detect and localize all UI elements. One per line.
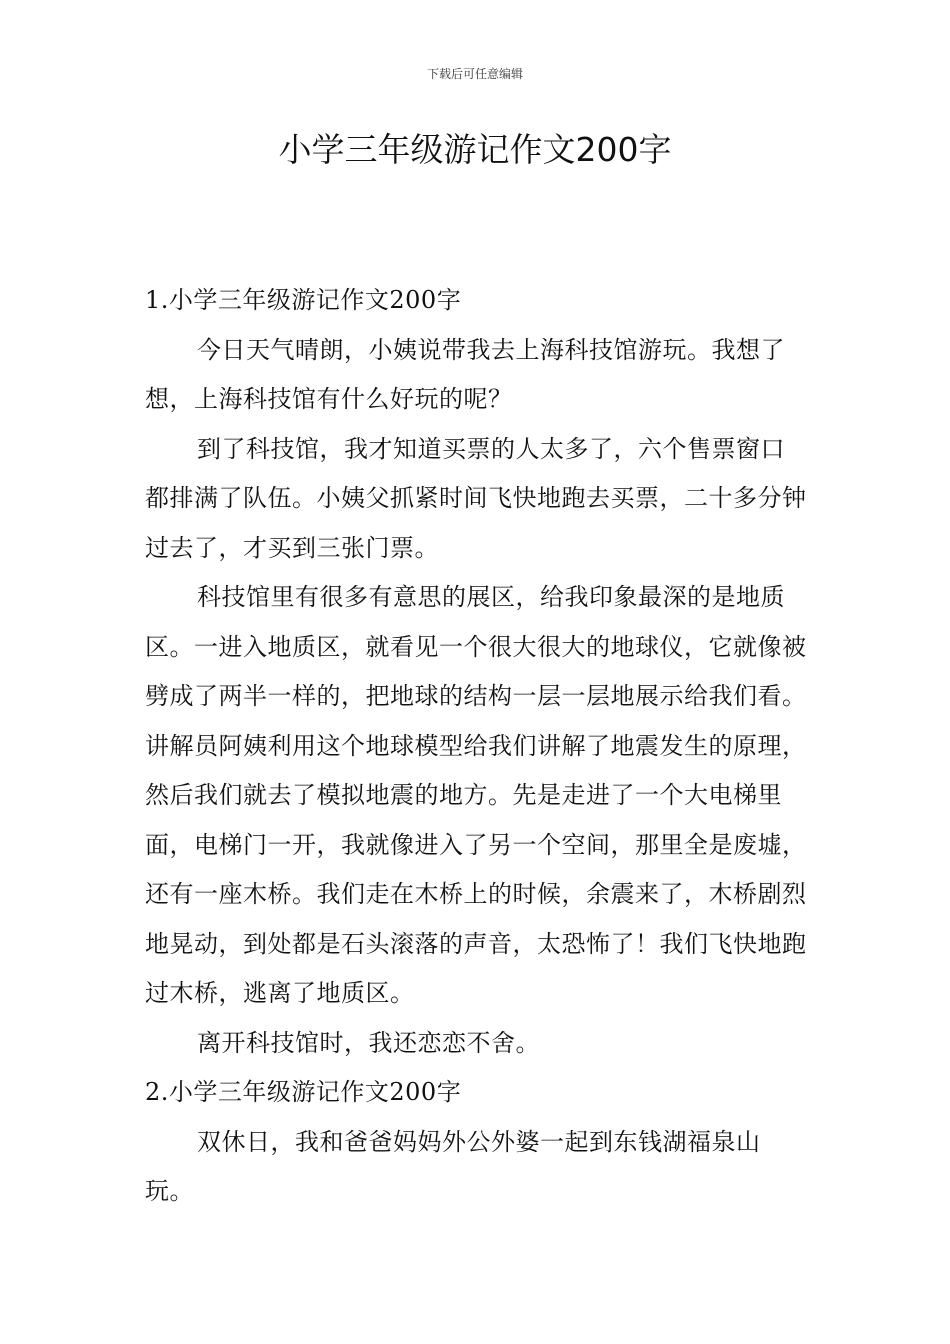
paragraph: 离开科技馆时，我还恋恋不舍。: [197, 1028, 540, 1057]
paragraph: 到了科技馆，我才知道买票的人太多了，六个售票窗口都排满了队伍。小姨父抓紧时间飞快地跑去买票，二十多分钟过去了，才买到三张门票。: [145, 434, 807, 562]
header-note: 下载后可任意编辑: [426, 67, 523, 81]
section-heading: 2.小学三年级游记作文200字: [145, 1078, 462, 1106]
paragraph: 科技馆里有很多有意思的展区，给我印象最深的是地质区。一进入地质区，就看见一个很大很大的地球仪，它就像被劈成了两半一样的，把地球的结构一层一层地展示给我们看。讲解员阿姨利用这个地球模型给我们讲解了地震发生的原理，然后我们就去了模拟地震的地方。先是走进了一个大电梯里面，电梯门一开，我就像进入了另一个空间，那里全是废墟，还有一座木桥。我们走在木桥上的时候，余震来了，木桥剧烈地晃动，到处都是石头滚落的声音，太恐怖了！我们飞快地跑过木桥，逃离了地质区。: [145, 583, 807, 1007]
paragraph: 今日天气晴朗，小姨说带我去上海科技馆游玩。我想了想，上海科技馆有什么好玩的呢？: [145, 335, 785, 413]
document-title: 小学三年级游记作文200字: [278, 130, 672, 169]
document-body: [145, 276, 807, 1217]
paragraph: 双休日，我和爸爸妈妈外公外婆一起到东钱湖福泉山玩。: [145, 1127, 761, 1205]
section-heading: 1.小学三年级游记作文200字: [145, 286, 462, 314]
